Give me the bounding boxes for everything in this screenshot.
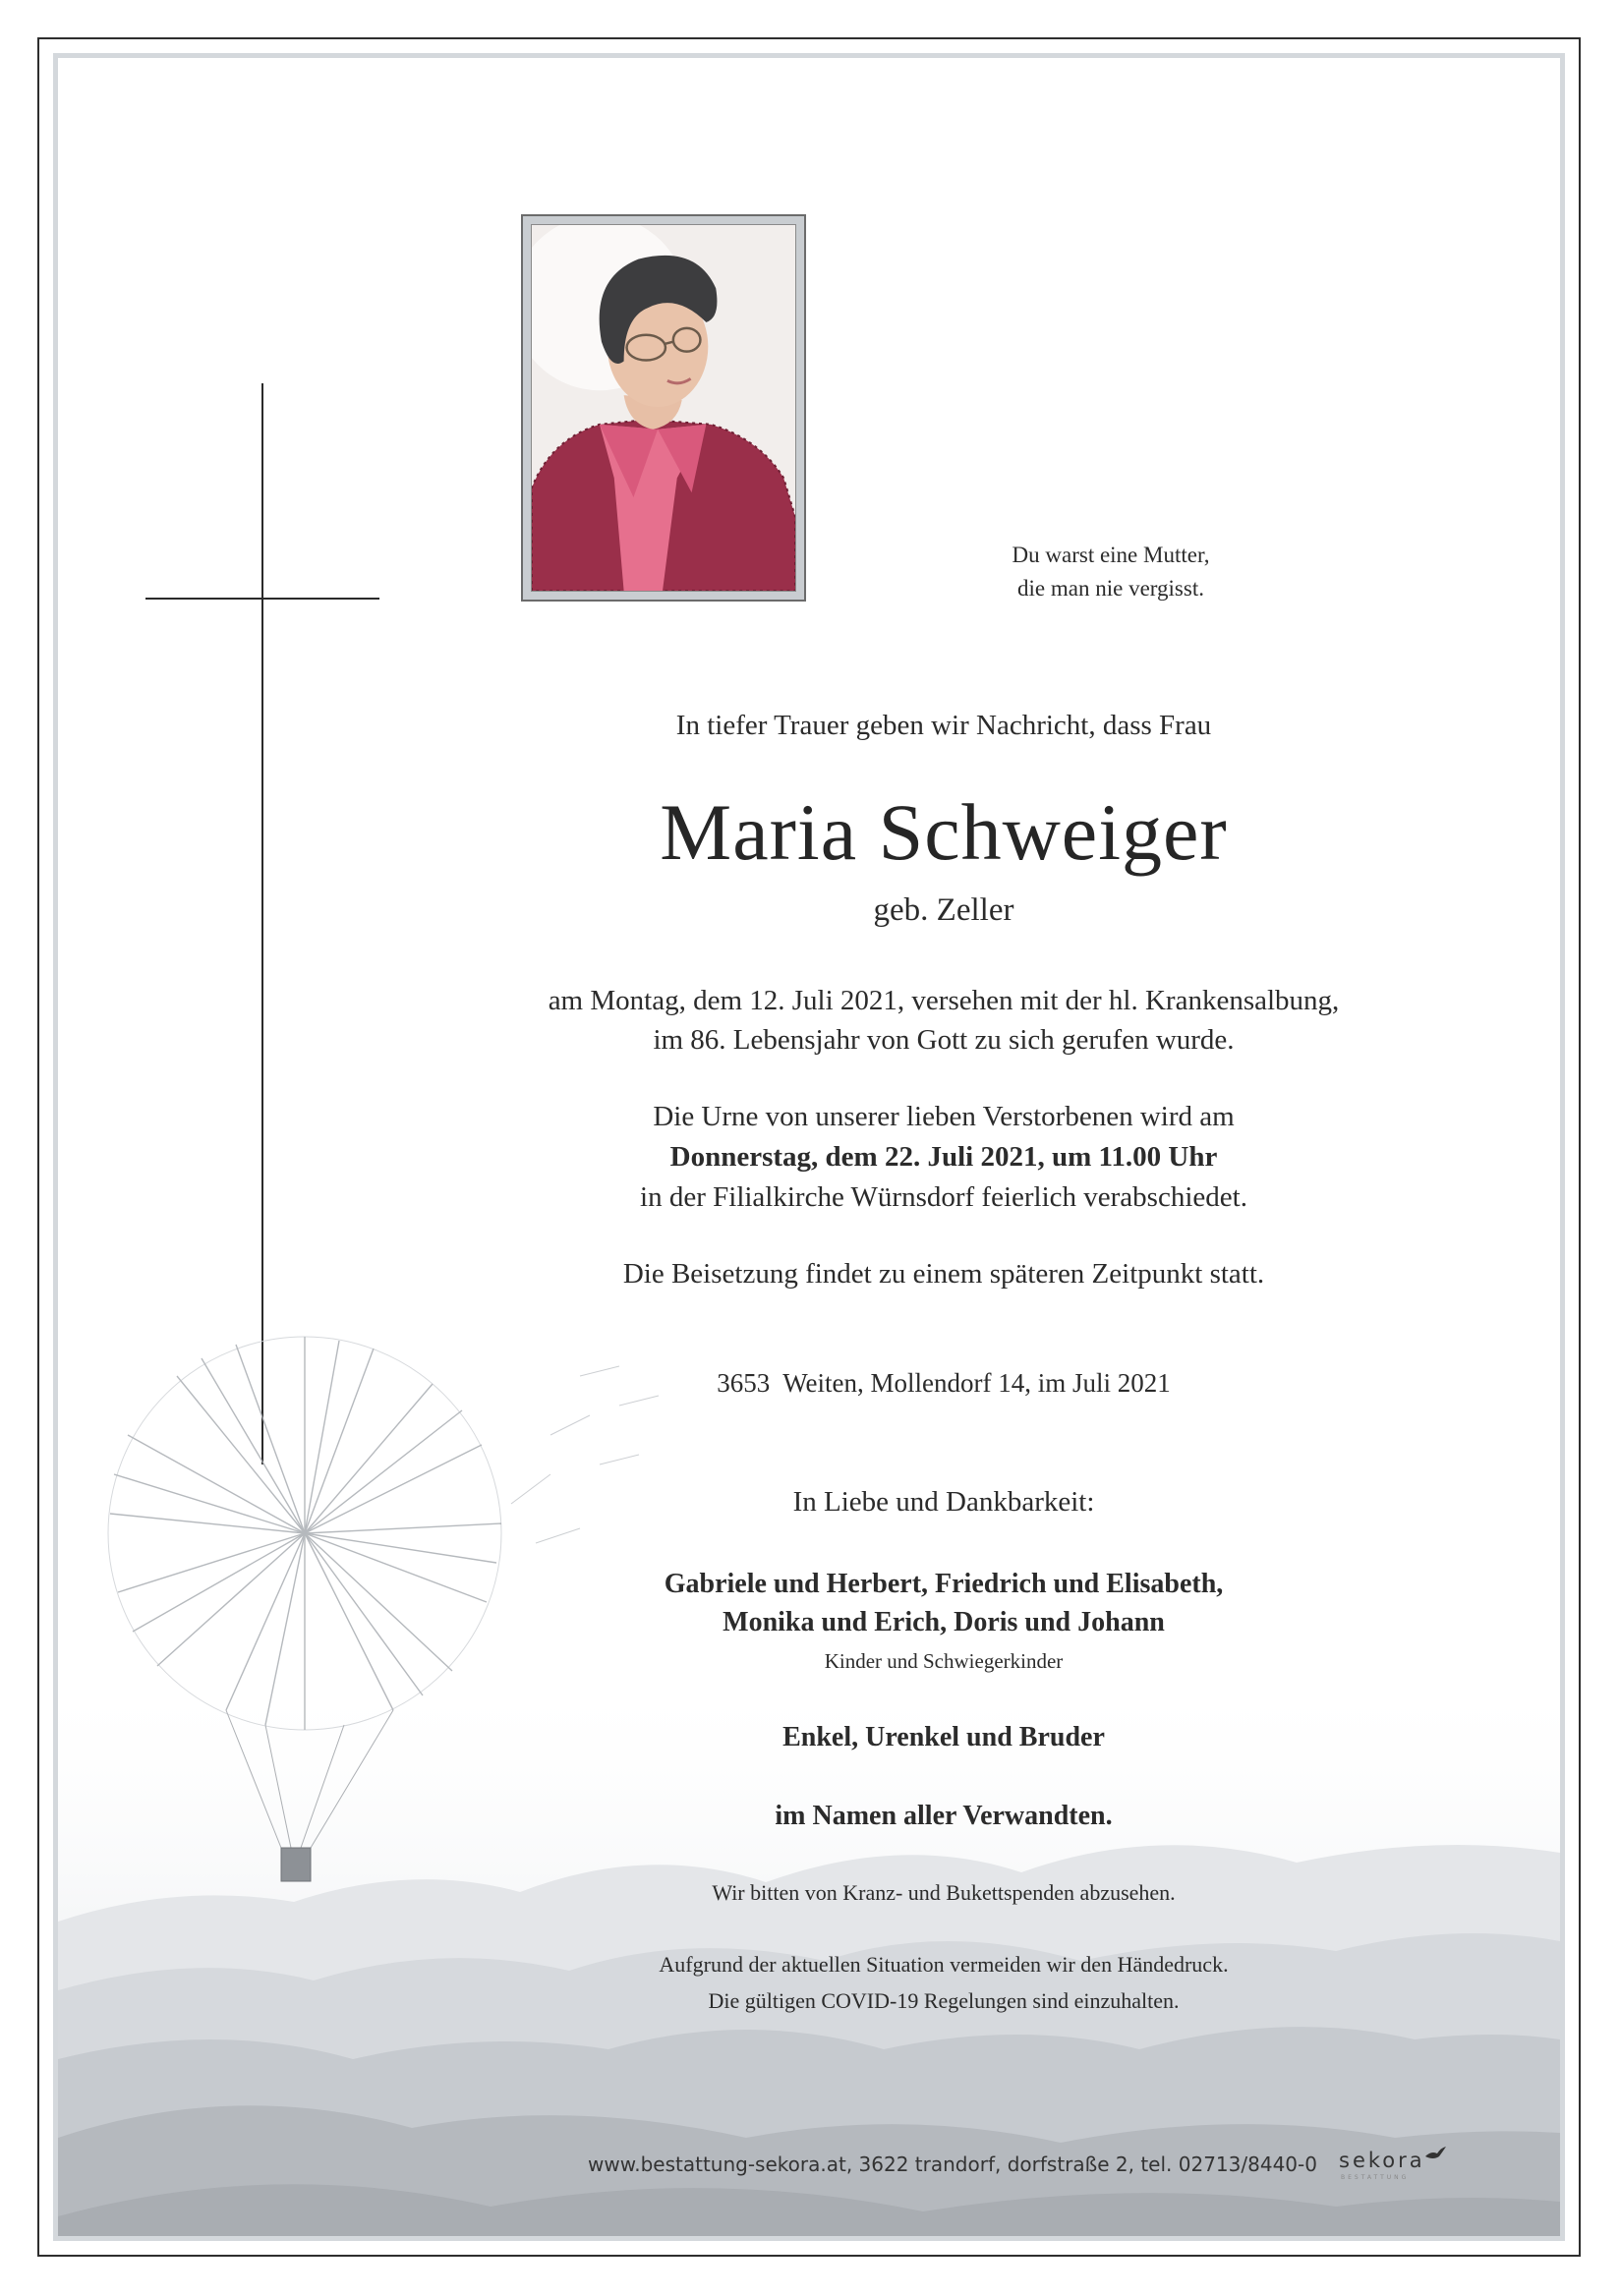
sekora-logo [1339,2145,1447,2184]
farewell-notice [433,1097,1455,1218]
grandchildren: Enkel, Urenkel und Bruder [782,1722,1105,1752]
logo-wordmark: sekora [1339,2149,1425,2172]
cross-horizontal-bar [145,598,379,600]
portrait-photo-frame [521,214,806,602]
death-notice [433,981,1455,1060]
deceased-name: Maria Schweiger [660,787,1228,877]
portrait-photo [532,225,795,591]
maiden-name: geb. Zeller [873,892,1014,928]
mourners-intro: In Liebe und Dankbarkeit: [792,1486,1095,1518]
death-notice-line-1: am Montag, dem 12. Juli 2021, versehen mit der hl. Krankensalbung, [548,985,1340,1016]
children-role: Kinder und Schwiegerkinder [824,1649,1064,1673]
motto-line-1: Du warst eine Mutter, [1012,543,1210,567]
children-line-2: Monika und Erich, Doris und Johann [723,1607,1165,1637]
flowers-note: Wir bitten von Kranz- und Bukettspenden abzusehen. [712,1880,1176,1905]
logo-subtitle: BESTATTUNG [1341,2174,1410,2181]
farewell-line-3: in der Filialkirche Würnsdorf feierlich verabschiedet. [640,1181,1247,1213]
death-notice-line-2: im 86. Lebensjahr von Gott zu sich gerufen wurde. [653,1024,1235,1056]
children-line-1: Gabriele und Herbert, Friedrich und Elisabeth, [664,1569,1224,1599]
bird-icon [1423,2145,1447,2162]
place-date: 3653 Weiten, Mollendorf 14, im Juli 2021 [717,1368,1171,1398]
motto [885,539,1337,605]
announcement-intro: In tiefer Trauer geben wir Nachricht, dass Frau [675,710,1212,741]
motto-line-2: die man nie vergisst. [1017,576,1204,601]
children-names [433,1565,1455,1641]
covid-note [433,1946,1455,2019]
farewell-date: Donnerstag, dem 22. Juli 2021, um 11.00 Uhr [669,1141,1218,1173]
burial-notice: Die Beisetzung findet zu einem späteren Zeitpunkt statt. [622,1258,1265,1290]
footer-contact: www.bestattung-sekora.at, 3622 trandorf, dorfstraße 2, tel. 02713/8440-0 [588,2152,1317,2176]
farewell-line-1: Die Urne von unserer lieben Verstorbenen wird am [653,1101,1235,1132]
cross-vertical-bar [261,383,263,1464]
covid-line-2: Die gültigen COVID-19 Regelungen sind einzuhalten. [708,1988,1180,2013]
relatives: im Namen aller Verwandten. [775,1801,1113,1831]
covid-line-1: Aufgrund der aktuellen Situation vermeiden wir den Händedruck. [659,1952,1229,1977]
